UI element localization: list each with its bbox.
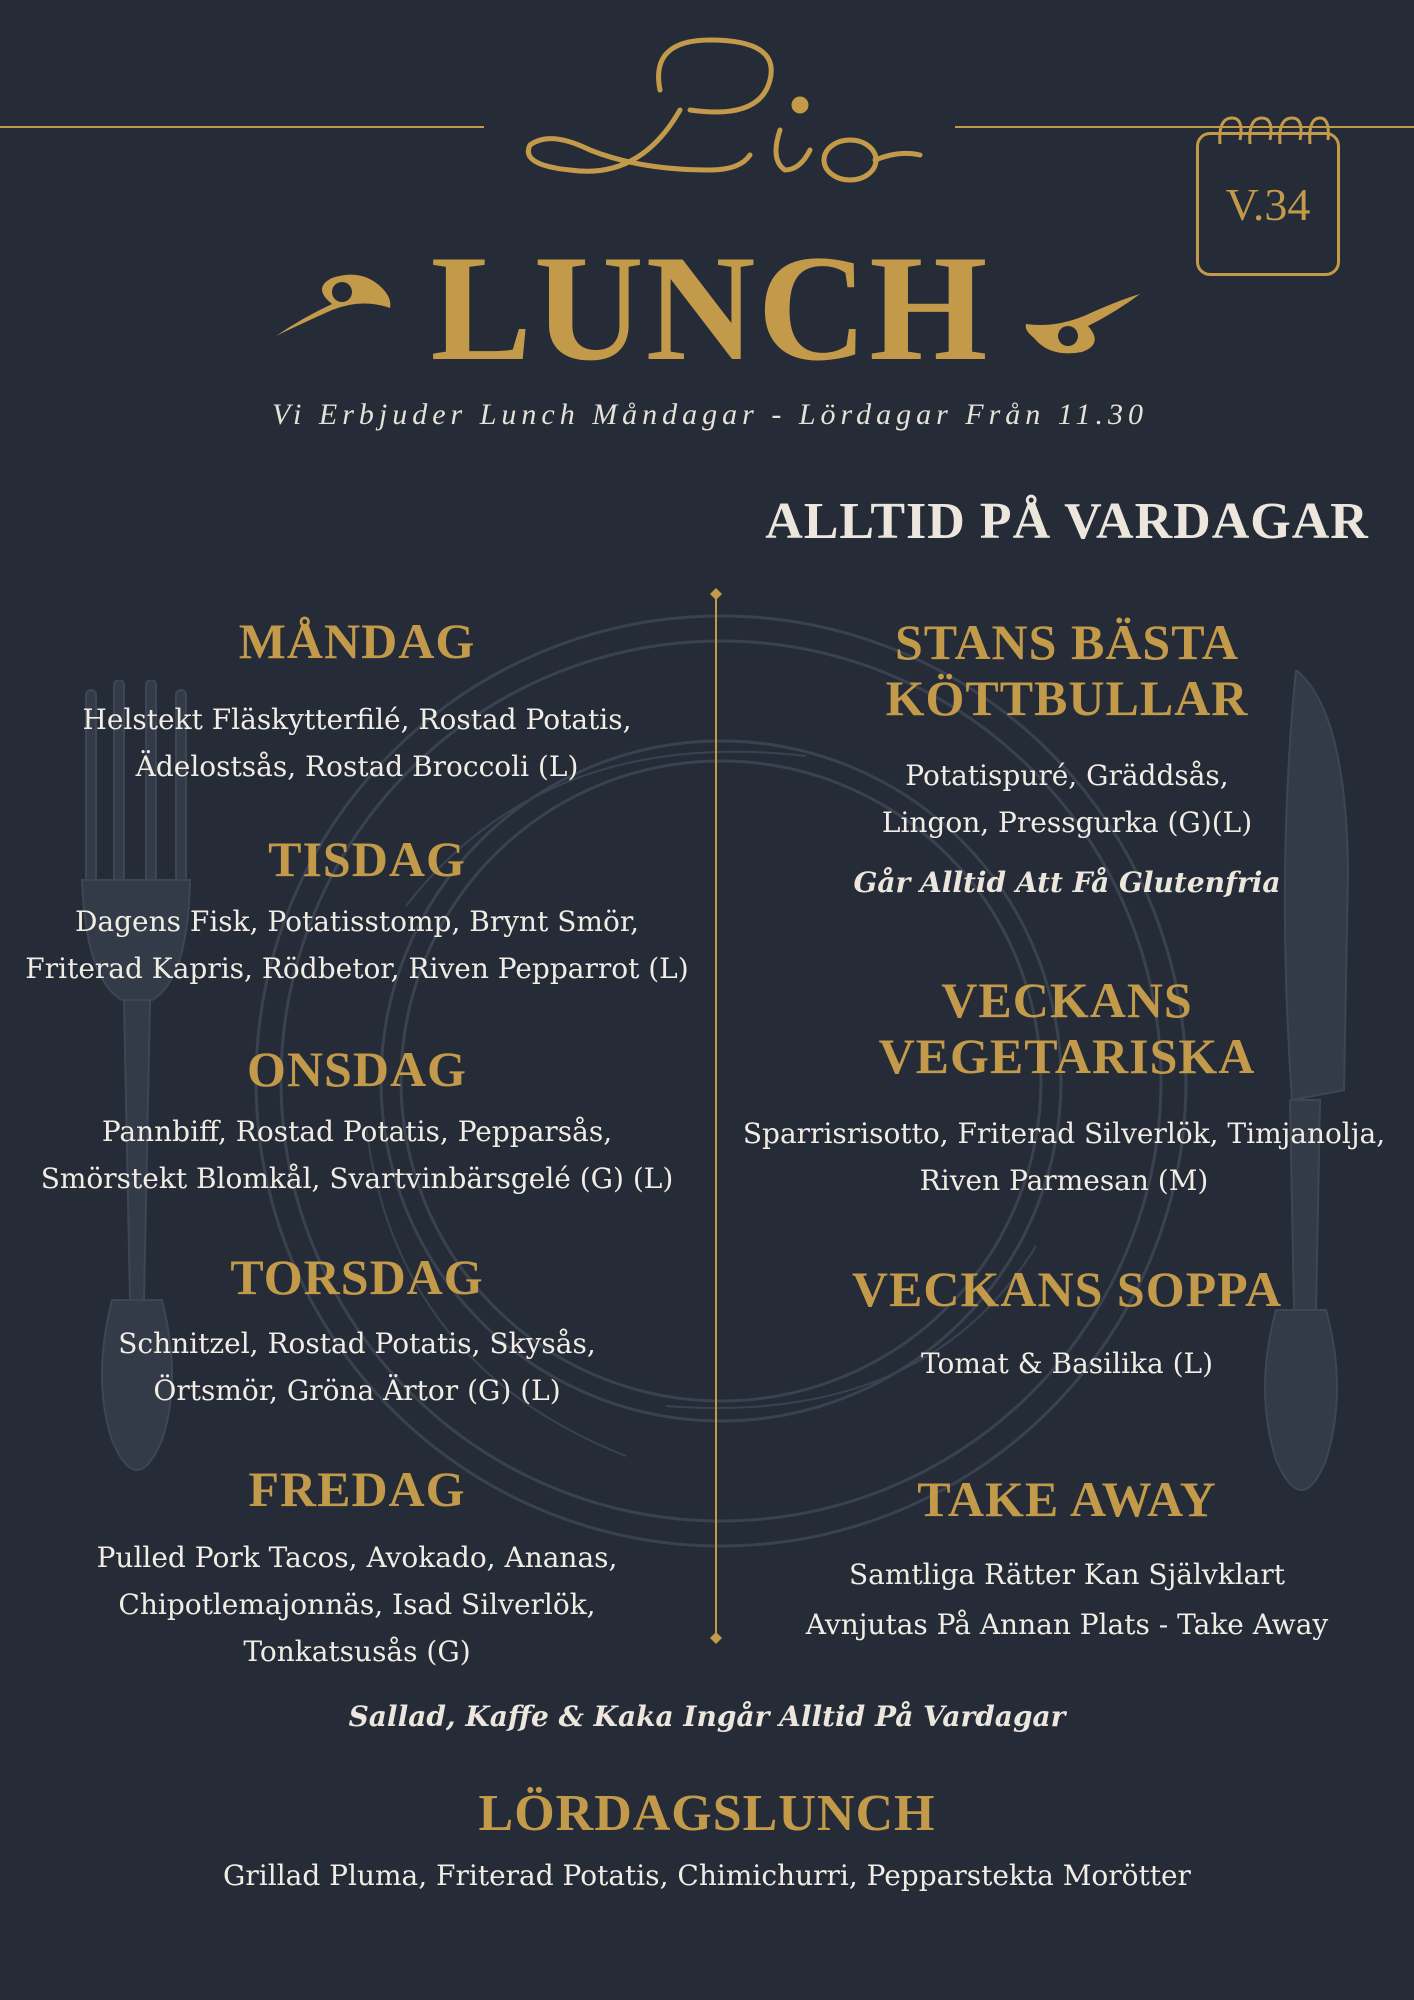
week-number: V.34 (1225, 178, 1311, 230)
opening-hours-tagline: Vi Erbjuder Lunch Måndagar - Lördagar Från 11.30 (271, 398, 1149, 431)
saturday-dish: Grillad Pluma, Friterad Potatis, Chimichurri, Pepparstekta Morötter (223, 1859, 1191, 1892)
day-heading-friday: FREDAG (248, 1461, 466, 1517)
always-weekdays-heading: ALLTID PÅ VARDAGAR (765, 493, 1369, 550)
dish-wednesday: Pannbiff, Rostad Potatis, Pepparsås, Smörstekt Blomkål, Svartvinbärsgelé (G) (L) (40, 1115, 674, 1195)
week-number-badge (1196, 132, 1340, 276)
dish-monday: Helstekt Fläskytterfilé, Rostad Potatis, Ädelostsås, Rostad Broccoli (L) (82, 703, 632, 783)
vegetarian-dish: Sparrisrisotto, Friterad Silverlök, Timjanolja, Riven Parmesan (M) (742, 1117, 1386, 1197)
header-rule-right (955, 126, 1414, 128)
day-heading-tuesday: TISDAG (268, 831, 466, 887)
header-rule-left (0, 126, 484, 128)
meatballs-dish: Potatispuré, Gräddsås, Lingon, Pressgurka (G)(L) (881, 759, 1253, 839)
swirl-right-icon (1024, 268, 1144, 358)
included-note: Sallad, Kaffe & Kaka Ingår Alltid På Vardagar (348, 1700, 1066, 1733)
logo (480, 20, 940, 210)
lunch-title: LUNCH (430, 224, 990, 392)
soup-heading: VECKANS SOPPA (851, 1261, 1283, 1317)
day-heading-thursday: TORSDAG (230, 1249, 484, 1305)
dish-tuesday: Dagens Fisk, Potatisstomp, Brynt Smör, Friterad Kapris, Rödbetor, Riven Pepparrot (L) (25, 905, 689, 985)
take-away-heading: TAKE AWAY (917, 1471, 1217, 1527)
meatballs-heading: STANS BÄSTA KÖTTBULLAR (885, 614, 1249, 726)
dish-thursday: Schnitzel, Rostad Potatis, Skysås, Örtsmör, Gröna Ärtor (G) (L) (118, 1327, 596, 1407)
day-heading-monday: MÅNDAG (238, 613, 476, 669)
swirl-left-icon (272, 268, 392, 358)
vegetarian-heading: VECKANS VEGETARISKA (878, 972, 1256, 1084)
day-heading-wednesday: ONSDAG (247, 1041, 467, 1097)
gluten-free-note: Går Alltid Att Få Glutenfria (853, 866, 1281, 899)
divider-cap-top (710, 588, 722, 600)
soup-dish: Tomat & Basilika (L) (920, 1347, 1214, 1380)
dish-friday: Pulled Pork Tacos, Avokado, Ananas, Chipotlemajonnäs, Isad Silverlök, Tonkatsusås (G) (96, 1541, 618, 1668)
take-away-info: Samtliga Rätter Kan Självklart Avnjutas På Annan Plats - Take Away (805, 1558, 1329, 1641)
saturday-heading: LÖRDAGSLUNCH (478, 1785, 936, 1842)
